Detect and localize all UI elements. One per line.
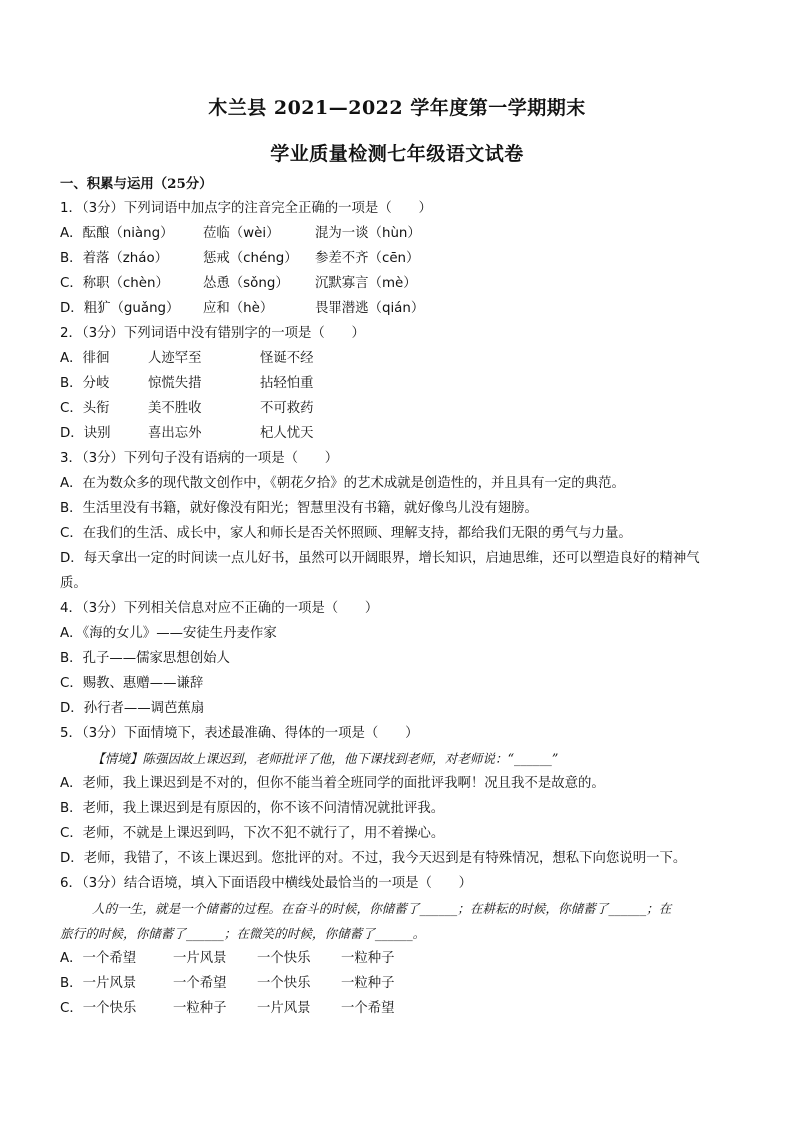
question-1-option-d (60, 300, 424, 318)
question-5-stem: 5．（3分）下面情境下，表述最准确、得体的一项是（ ） (60, 726, 419, 741)
question-5-option-b: B．老师，我上课迟到是有原因的，你不该不问清情况就批评我。 (60, 801, 445, 816)
option-item: 莅临（wèi） (203, 226, 280, 241)
question-5-context: 【情境】陈强因故上课迟到，老师批评了他，他下课找到老师，对老师说：“______” (92, 751, 559, 766)
option-item: 怂恿（sǒng） (203, 276, 289, 291)
question-5-option-a: A．老师，我上课迟到是不对的，但你不能当着全班同学的面批评我啊！况且我不是故意的。 (60, 776, 605, 791)
question-2-option-a (60, 350, 314, 368)
section-heading: 一、积累与运用（25分） (60, 176, 213, 192)
option-item: 拈轻怕重 (260, 376, 314, 391)
question-6-passage-line1: 人的一生，就是一个储蓄的过程。在奋斗的时候，你储蓄了______；在耕耘的时候，你储蓄了______；在 (92, 901, 672, 916)
option-item: 沉默寡言（mè） (315, 276, 417, 291)
option-item: B．分岐 (60, 376, 110, 391)
question-4-option-d: D．孙行者——调芭蕉扇 (60, 701, 205, 716)
exam-title-line1: 木兰县 2021—2022 学年度第一学期期末 (208, 97, 586, 119)
question-5-option-d: D．老师，我错了，不该上课迟到。您批评的对。不过，我今天迟到是有特殊情况，想私下向您说明一下。 (60, 851, 687, 866)
option-item: 一粒种子 (341, 951, 395, 966)
option-item: 不可救药 (260, 401, 314, 416)
option-item: 惊慌失措 (148, 376, 202, 391)
question-4-option-c: C．赐教、惠赠——谦辞 (60, 676, 204, 691)
option-item: 一片风景 (257, 1001, 311, 1016)
question-3-option-a: A．在为数众多的现代散文创作中，《朝花夕拾》的艺术成就是创造性的，并且具有一定的典范。 (60, 476, 625, 491)
question-6-option-a (60, 950, 395, 968)
option-item: B．着落（zháo） (60, 251, 169, 266)
option-item: C．一个快乐 (60, 1001, 137, 1016)
option-item: 怪诞不经 (260, 351, 314, 366)
question-1-option-c (60, 275, 417, 293)
option-item: C．称职（chèn） (60, 276, 169, 291)
option-item: 一粒种子 (341, 976, 395, 991)
question-6-stem: 6．（3分）结合语境，填入下面语段中横线处最恰当的一项是（ ） (60, 876, 473, 891)
option-item: 一个希望 (173, 976, 227, 991)
option-item: A．一个希望 (60, 951, 137, 966)
question-3-option-c: C．在我们的生活、成长中，家人和师长是否关怀照顾、理解支持，都给我们无限的勇气与力量。 (60, 526, 632, 541)
option-item: 应和（hè） (203, 301, 274, 316)
question-5-option-c: C．老师，不就是上课迟到吗，下次不犯不就行了，用不着操心。 (60, 826, 445, 841)
question-4-option-b: B．孔子——儒家思想创始人 (60, 651, 230, 666)
question-4-stem: 4．（3分）下列相关信息对应不正确的一项是（ ） (60, 601, 379, 616)
option-item: 惩戒（chéng） (203, 251, 298, 266)
option-item: 人迹罕至 (148, 351, 202, 366)
question-1-option-a (60, 225, 421, 243)
option-item: A．酝酿（niàng） (60, 226, 174, 241)
option-item: B．一片风景 (60, 976, 137, 991)
question-2-option-d (60, 425, 314, 443)
option-item: D．诀别 (60, 426, 111, 441)
option-item: 一粒种子 (173, 1001, 227, 1016)
question-6-passage-line2: 旅行的时候，你储蓄了______；在微笑的时候，你储蓄了______。 (60, 926, 426, 941)
option-item: 参差不齐（cēn） (315, 251, 420, 266)
question-3-option-d-cont: 质。 (60, 576, 87, 591)
question-2-stem: 2．（3分）下列词语中没有错别字的一项是（ ） (60, 326, 365, 341)
question-1-stem: 1．（3分）下列词语中加点字的注音完全正确的一项是（ ） (60, 201, 432, 216)
option-item: 一个快乐 (257, 951, 311, 966)
question-2-option-c (60, 400, 314, 418)
question-3-stem: 3．（3分）下列句子没有语病的一项是（ ） (60, 451, 339, 466)
option-item: C．头衔 (60, 401, 110, 416)
question-2-option-b (60, 375, 314, 393)
question-3-option-d: D．每天拿出一定的时间读一点儿好书，虽然可以开阔眼界，增长知识，启迪思维，还可以塑造良好的精神气 (60, 551, 700, 566)
question-6-option-b (60, 975, 395, 993)
option-item: D．粗犷（guǎng） (60, 301, 180, 316)
option-item: A．徘徊 (60, 351, 110, 366)
question-6-option-c (60, 1000, 395, 1018)
option-item: 混为一谈（hùn） (315, 226, 421, 241)
option-item: 美不胜收 (148, 401, 202, 416)
question-4-option-a: A．《海的女儿》——安徒生丹麦作家 (60, 626, 277, 641)
question-3-option-b: B．生活里没有书籍，就好像没有阳光；智慧里没有书籍，就好像鸟儿没有翅膀。 (60, 501, 538, 516)
exam-title-line2: 学业质量检测七年级语文试卷 (270, 143, 524, 165)
option-item: 一个希望 (341, 1001, 395, 1016)
question-1-option-b (60, 250, 419, 268)
option-item: 一个快乐 (257, 976, 311, 991)
option-item: 杞人忧天 (260, 426, 314, 441)
option-item: 喜出忘外 (148, 426, 202, 441)
option-item: 畏罪潜逃（qián） (315, 301, 425, 316)
option-item: 一片风景 (173, 951, 227, 966)
